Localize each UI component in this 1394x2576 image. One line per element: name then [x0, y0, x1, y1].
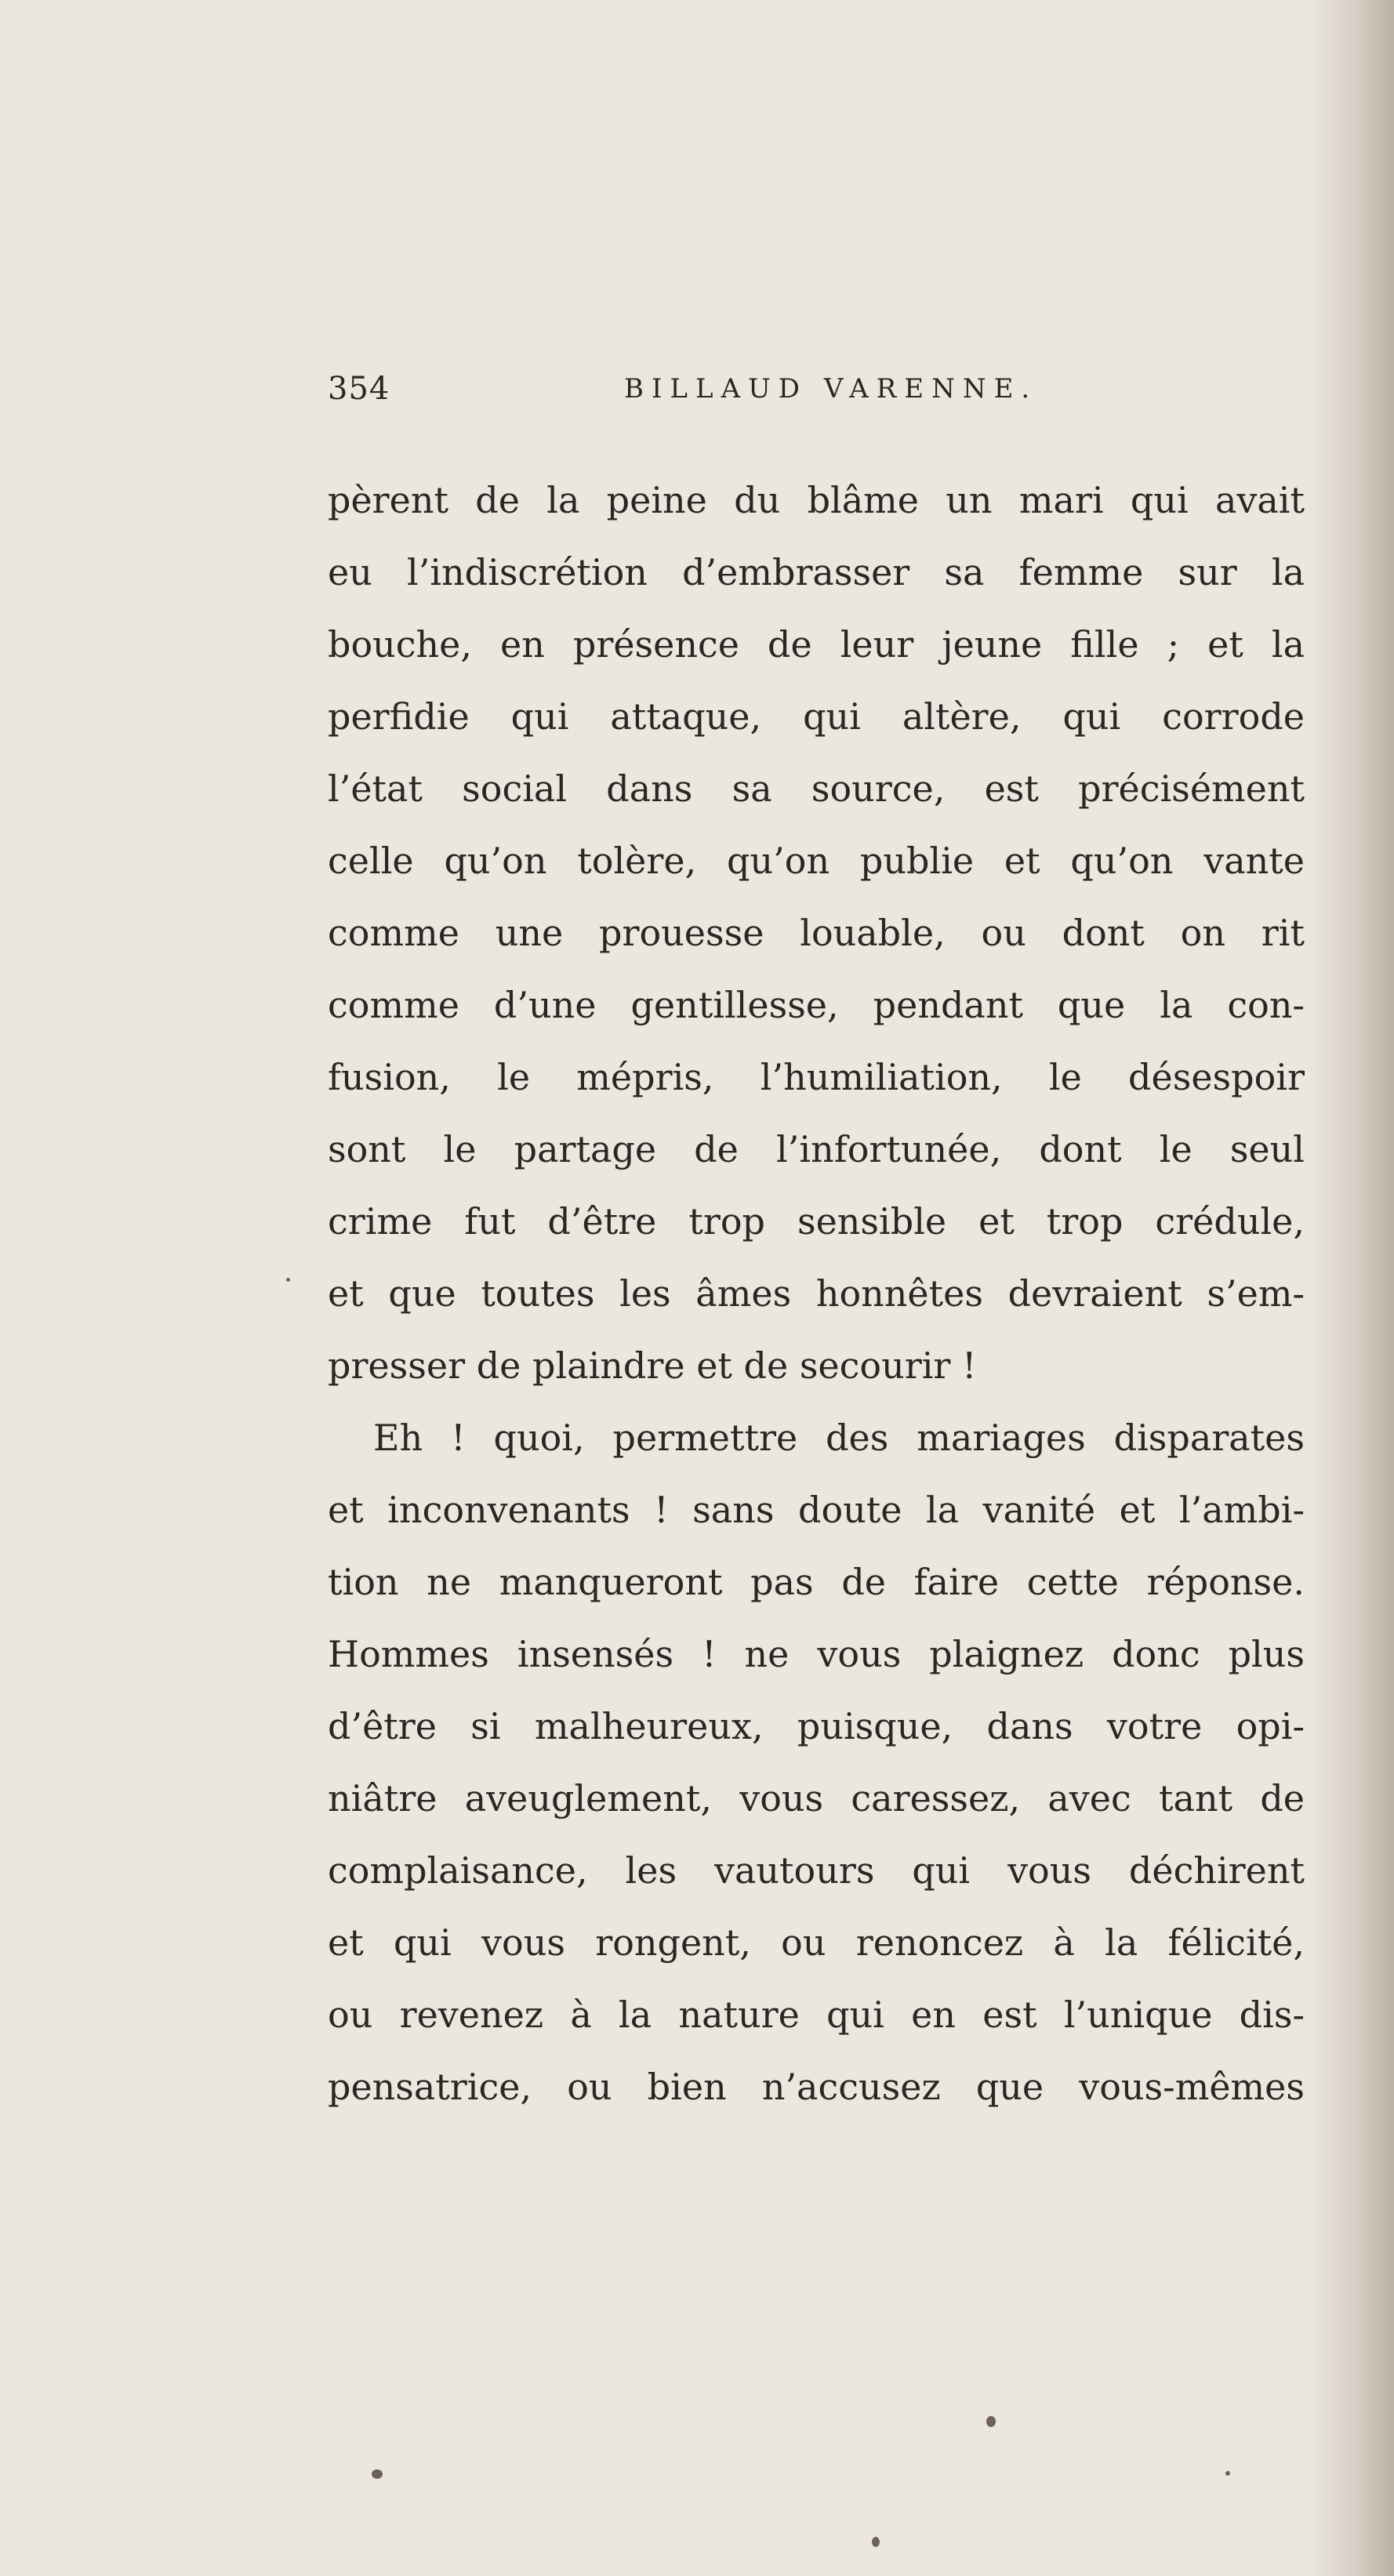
text-line: et que toutes les âmes honnêtes devraient s’em-: [328, 1272, 1305, 1315]
text-line: et inconvenants ! sans doute la vanité et l’ambi-: [328, 1489, 1305, 1531]
paper-speck: [1225, 2471, 1230, 2476]
text-line: Hommes insensés ! ne vous plaignez donc plus: [328, 1633, 1305, 1675]
body-text: [328, 464, 1305, 2123]
text-line: complaisance, les vautours qui vous déchirent: [328, 1849, 1305, 1892]
text-line: d’être si malheureux, puisque, dans votre opi-: [328, 1705, 1305, 1747]
text-line: sont le partage de l’infortunée, dont le seul: [328, 1128, 1305, 1170]
running-head: [328, 365, 1347, 412]
running-title: BILLAUD VARENNE.: [624, 373, 1038, 405]
page-number: 354: [328, 371, 390, 407]
paper-speck: [372, 2469, 383, 2479]
text-line: eu l’indiscrétion d’embrasser sa femme sur la: [328, 551, 1305, 593]
text-line: pèrent de la peine du blâme un mari qui avait: [328, 479, 1305, 521]
text-line: tion ne manqueront pas de faire cette réponse.: [328, 1561, 1305, 1603]
text-line: crime fut d’être trop sensible et trop crédule,: [328, 1200, 1305, 1243]
paper-speck: [986, 2416, 996, 2427]
text-line: et qui vous rongent, ou renoncez à la félicité,: [328, 1921, 1305, 1964]
paragraph-end-line: presser de plaindre et de secourir !: [328, 1344, 977, 1387]
paper-speck: [286, 1278, 290, 1282]
text-line: comme d’une gentillesse, pendant que la con-: [328, 984, 1305, 1026]
text-line: celle qu’on tolère, qu’on publie et qu’on vante: [328, 840, 1305, 882]
text-line: pensatrice, ou bien n’accusez que vous-mêmes: [328, 2066, 1305, 2108]
text-line: bouche, en présence de leur jeune fille ; et la: [328, 623, 1305, 666]
paper-speck: [872, 2537, 880, 2547]
text-line: fusion, le mépris, l’humiliation, le désespoir: [328, 1056, 1305, 1098]
paragraph-start-line: Eh ! quoi, permettre des mariages disparates: [373, 1417, 1305, 1459]
text-line: l’état social dans sa source, est précisément: [328, 767, 1305, 810]
text-line: comme une prouesse louable, ou dont on rit: [328, 912, 1305, 954]
text-line: niâtre aveuglement, vous caressez, avec tant de: [328, 1777, 1305, 1820]
text-line: perfidie qui attaque, qui altère, qui corrode: [328, 695, 1305, 738]
text-line: ou revenez à la nature qui en est l’unique dis-: [328, 1994, 1305, 2036]
